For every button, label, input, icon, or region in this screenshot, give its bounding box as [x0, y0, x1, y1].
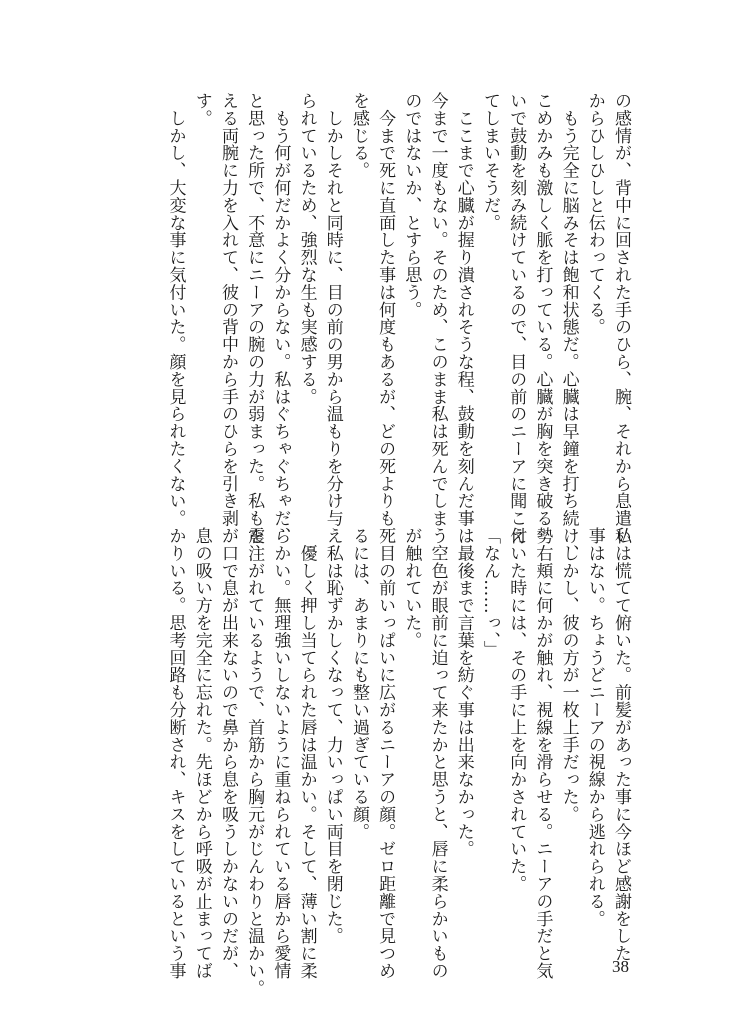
- text-line: もう完全に脳みそは飽和状態だ。心臓は早鐘を打ち続け、: [558, 92, 579, 562]
- text-line: 今まで一度もない。そのため、このまま私は死んでしまう: [427, 92, 448, 545]
- text-line: える両腕に力を入れて、彼の背中から手のひらを引き剥が: [217, 92, 238, 545]
- text-line: いで鼓動を刻み続けているので、目の前のニーアに聞こえ: [506, 92, 527, 545]
- text-line: られているため、強烈な生も実感する。: [296, 92, 317, 406]
- text-line: しかし、大変な事に気付いた。顔を見られたくない。: [165, 92, 186, 527]
- text-line: 「なん……っ、」: [479, 527, 500, 658]
- text-line: からひしひしと伝わってくる。: [584, 92, 605, 336]
- text-line: 口で息が出来ないので鼻から息を吸うしかないのだが、: [217, 527, 238, 980]
- text-line: 目の前いっぱいに広がるニーアの顔。ゼロ距離で見つめ: [375, 527, 396, 980]
- text-line: が触れていた。: [401, 527, 422, 649]
- text-line: 息の吸い方を完全に忘れた。先ほどから呼吸が止まってば: [191, 527, 212, 980]
- text-line: のではないか、とすら思う。: [401, 92, 422, 319]
- text-line: 私は慌てて俯いた。前髪があった事に今ほど感謝をした: [611, 527, 631, 962]
- text-line: 事はない。ちょうどニーアの視線から逃れられる。: [584, 527, 605, 928]
- text-line: ここまで心臓が握り潰されそうな程、鼓動を刻んだ事は: [453, 92, 474, 545]
- text-line: こめかみも激しく脈を打っている。心臓が胸を突き破る勢: [532, 92, 553, 545]
- upper-text-block: [162, 92, 634, 562]
- text-line: の感情が、背中に回された手のひら、腕、それから息遣い: [611, 92, 631, 545]
- text-line: を注がれているようで、首筋から胸元がじんわりと温かい。: [244, 527, 265, 997]
- text-line: 今まで死に直面した事は何度もあるが、どの死よりも死: [375, 92, 396, 545]
- text-line: 優しく押し当てられた唇は温かい。そして、薄い割に柔: [296, 527, 317, 980]
- page-number: 38: [612, 957, 629, 976]
- text-line: 付いた時には、その手に上を向かされていた。: [506, 527, 527, 893]
- text-line: 右頬に何かが触れ、視線を滑らせる。ニーアの手だと気: [532, 527, 553, 980]
- text-line: かりいる。思考回路も分断され、キスをしているという事: [165, 527, 186, 980]
- text-line: しかし、彼の方が一枚上手だった。: [558, 527, 579, 823]
- text-line: てしまいそうだ。: [479, 92, 500, 232]
- text-line: しかしそれと同時に、目の前の男から温もりを分け与え: [322, 92, 343, 545]
- text-line: もう何が何だかよく分からない。私はぐちゃぐちゃだ、: [270, 92, 291, 545]
- text-line: 空色が眼前に迫って来たかと思うと、唇に柔らかいもの: [427, 527, 448, 980]
- text-line: を感じる。: [348, 92, 369, 179]
- text-line: 私は恥ずかしくなって、力いっぱい両目を閉じた。: [322, 527, 343, 945]
- text-line: らかい。無理強いしないように重ねられている唇から愛情: [270, 527, 291, 980]
- text-line: と思った所で、不意にニーアの腕の力が弱まった。私も震: [244, 92, 265, 545]
- text-line: 最後まで言葉を紡ぐ事は出来なかった。: [453, 527, 474, 858]
- text-line: す。: [191, 92, 212, 127]
- text-line: るには、あまりにも整い過ぎている顔。: [348, 527, 369, 841]
